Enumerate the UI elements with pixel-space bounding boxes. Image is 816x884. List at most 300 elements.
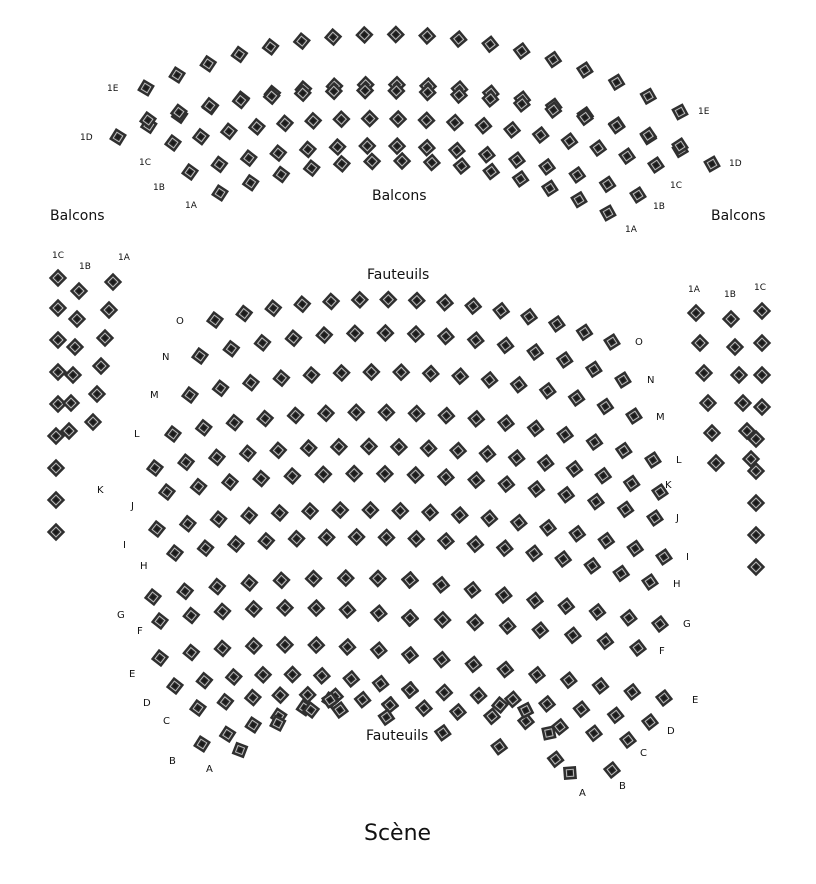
row-l-seat-icon[interactable] (286, 406, 304, 424)
balcony-1e-seat-icon[interactable] (230, 45, 248, 63)
side-left-c-seat-icon[interactable] (47, 459, 65, 477)
row-d-left-seat-icon[interactable] (254, 666, 272, 684)
row-h-seat-icon[interactable] (437, 532, 455, 550)
row-i-seat-icon[interactable] (626, 539, 644, 557)
row-n-seat-icon[interactable] (191, 347, 209, 365)
side-left-c-seat-icon[interactable] (49, 363, 67, 381)
row-f-right-seat-icon[interactable] (466, 613, 484, 631)
balcony-1b-seat-icon[interactable] (304, 112, 322, 130)
row-f-right-seat-icon[interactable] (433, 611, 451, 629)
row-c-right-seat-icon[interactable] (415, 699, 433, 717)
side-left-a-seat-icon[interactable] (96, 329, 114, 347)
row-g-right-seat-icon[interactable] (526, 591, 544, 609)
row-m-seat-icon[interactable] (302, 366, 320, 384)
row-a-left-seat-icon[interactable] (232, 742, 249, 759)
row-m-seat-icon[interactable] (181, 386, 199, 404)
row-j-seat-icon[interactable] (617, 500, 635, 518)
balcony-1c-seat-icon[interactable] (639, 126, 657, 144)
row-c-right-seat-icon[interactable] (585, 724, 603, 742)
balcony-1e-seat-icon[interactable] (450, 30, 468, 48)
row-o-seat-icon[interactable] (293, 295, 311, 313)
balcony-1c-seat-icon[interactable] (170, 103, 188, 121)
row-n-seat-icon[interactable] (284, 329, 302, 347)
balcony-1d-seat-icon[interactable] (703, 155, 721, 173)
balcony-front-seat-icon[interactable] (541, 179, 559, 197)
balcony-1a-seat-icon[interactable] (181, 163, 199, 181)
row-k-seat-icon[interactable] (146, 459, 164, 477)
row-i-seat-icon[interactable] (539, 519, 557, 537)
row-j-seat-icon[interactable] (283, 467, 301, 485)
side-right-c-seat-icon[interactable] (753, 398, 771, 416)
row-f-right-seat-icon[interactable] (629, 639, 647, 657)
row-j-seat-icon[interactable] (314, 465, 332, 483)
row-k-seat-icon[interactable] (177, 453, 195, 471)
row-g-left-seat-icon[interactable] (304, 569, 322, 587)
balcony-1b-seat-icon[interactable] (389, 110, 407, 128)
row-l-seat-icon[interactable] (225, 413, 243, 431)
balcony-front-seat-icon[interactable] (570, 191, 588, 209)
row-n-seat-icon[interactable] (315, 326, 333, 344)
row-a-right-seat-icon[interactable] (517, 702, 534, 719)
balcony-front-seat-icon[interactable] (482, 162, 500, 180)
balcony-front-seat-icon[interactable] (272, 165, 290, 183)
row-j-seat-icon[interactable] (221, 473, 239, 491)
row-f-right-seat-icon[interactable] (401, 609, 419, 627)
balcony-1a-seat-icon[interactable] (388, 137, 406, 155)
balcony-1e-seat-icon[interactable] (639, 87, 657, 105)
row-f-left-seat-icon[interactable] (245, 600, 263, 618)
row-m-seat-icon[interactable] (625, 407, 643, 425)
row-l-seat-icon[interactable] (644, 451, 662, 469)
row-h-seat-icon[interactable] (347, 528, 365, 546)
row-i-seat-icon[interactable] (361, 501, 379, 519)
row-l-seat-icon[interactable] (437, 406, 455, 424)
row-k-seat-icon[interactable] (390, 438, 408, 456)
row-e-left-seat-icon[interactable] (182, 643, 200, 661)
row-b-a-left-seat-icon[interactable] (219, 725, 237, 743)
row-l-seat-icon[interactable] (377, 403, 395, 421)
row-d-left-seat-icon[interactable] (166, 677, 184, 695)
side-right-a-seat-icon[interactable] (687, 304, 705, 322)
row-b-a-right-seat-icon[interactable] (603, 761, 621, 779)
row-e-left-seat-icon[interactable] (307, 636, 325, 654)
side-right-c-seat-icon[interactable] (747, 526, 765, 544)
row-c-right-seat-icon[interactable] (449, 703, 467, 721)
balcony-1b-seat-icon[interactable] (417, 111, 435, 129)
row-e-left-seat-icon[interactable] (213, 639, 231, 657)
row-g-right-seat-icon[interactable] (432, 576, 450, 594)
row-k-seat-icon[interactable] (239, 444, 257, 462)
row-a-right-seat-icon[interactable] (563, 766, 577, 780)
row-k-seat-icon[interactable] (330, 438, 348, 456)
balcony-1a-seat-icon[interactable] (538, 158, 556, 176)
side-right-b-seat-icon[interactable] (734, 394, 752, 412)
row-h-seat-icon[interactable] (318, 528, 336, 546)
balcony-1a-seat-icon[interactable] (448, 141, 466, 159)
row-k-seat-icon[interactable] (623, 474, 641, 492)
side-left-a-seat-icon[interactable] (104, 273, 122, 291)
row-m-seat-icon[interactable] (480, 371, 498, 389)
row-o-seat-icon[interactable] (264, 299, 282, 317)
row-o-seat-icon[interactable] (492, 302, 510, 320)
side-left-b-seat-icon[interactable] (64, 366, 82, 384)
row-k-seat-icon[interactable] (565, 460, 583, 478)
row-i-seat-icon[interactable] (421, 503, 439, 521)
side-left-a-seat-icon[interactable] (100, 301, 118, 319)
row-a-right-seat-icon[interactable] (541, 725, 556, 740)
side-right-a-seat-icon[interactable] (691, 334, 709, 352)
row-i-seat-icon[interactable] (568, 525, 586, 543)
row-f-right-seat-icon[interactable] (499, 617, 517, 635)
balcony-1b-seat-icon[interactable] (618, 147, 636, 165)
row-i-seat-icon[interactable] (655, 548, 673, 566)
row-i-seat-icon[interactable] (597, 532, 615, 550)
balcony-front-seat-icon[interactable] (599, 204, 617, 222)
row-d-right-seat-icon[interactable] (401, 681, 419, 699)
side-right-c-seat-icon[interactable] (747, 494, 765, 512)
side-right-a-seat-icon[interactable] (703, 424, 721, 442)
side-left-c-seat-icon[interactable] (47, 523, 65, 541)
side-left-c-seat-icon[interactable] (47, 491, 65, 509)
side-left-a-seat-icon[interactable] (84, 413, 102, 431)
row-l-seat-icon[interactable] (195, 419, 213, 437)
row-h-seat-icon[interactable] (166, 544, 184, 562)
row-i-seat-icon[interactable] (271, 504, 289, 522)
row-m-seat-icon[interactable] (568, 389, 586, 407)
side-left-b-seat-icon[interactable] (62, 394, 80, 412)
row-n-seat-icon[interactable] (556, 351, 574, 369)
row-b-a-left-seat-icon[interactable] (193, 735, 211, 753)
side-right-c-seat-icon[interactable] (753, 334, 771, 352)
row-b-a-right-seat-icon[interactable] (546, 750, 564, 768)
row-f-right-seat-icon[interactable] (531, 621, 549, 639)
row-g-left-seat-icon[interactable] (272, 571, 290, 589)
row-n-seat-icon[interactable] (496, 336, 514, 354)
row-o-seat-icon[interactable] (603, 333, 621, 351)
side-right-b-seat-icon[interactable] (730, 366, 748, 384)
balcony-1b-seat-icon[interactable] (332, 110, 350, 128)
row-n-seat-icon[interactable] (376, 324, 394, 342)
row-e-right-seat-icon[interactable] (401, 646, 419, 664)
balcony-1a-seat-icon[interactable] (328, 138, 346, 156)
balcony-1b-seat-icon[interactable] (589, 139, 607, 157)
balcony-1e-seat-icon[interactable] (544, 51, 562, 69)
row-d-left-seat-icon[interactable] (283, 665, 301, 683)
row-k-seat-icon[interactable] (508, 449, 526, 467)
row-i-seat-icon[interactable] (331, 501, 349, 519)
balcony-front-seat-icon[interactable] (393, 152, 411, 170)
side-right-c-seat-icon[interactable] (753, 366, 771, 384)
balcony-1b-seat-icon[interactable] (503, 121, 521, 139)
row-i-seat-icon[interactable] (391, 502, 409, 520)
row-j-seat-icon[interactable] (467, 471, 485, 489)
balcony-1e-seat-icon[interactable] (671, 103, 689, 121)
row-n-seat-icon[interactable] (585, 360, 603, 378)
row-i-seat-icon[interactable] (209, 510, 227, 528)
row-c-left-seat-icon[interactable] (353, 691, 371, 709)
row-j-seat-icon[interactable] (189, 477, 207, 495)
row-e-right-seat-icon[interactable] (591, 677, 609, 695)
row-h-seat-icon[interactable] (287, 530, 305, 548)
row-k-seat-icon[interactable] (478, 445, 496, 463)
balcony-1a-seat-icon[interactable] (568, 166, 586, 184)
row-m-seat-icon[interactable] (242, 374, 260, 392)
balcony-1e-seat-icon[interactable] (324, 28, 342, 46)
row-g-right-seat-icon[interactable] (620, 609, 638, 627)
row-g-left-seat-icon[interactable] (337, 569, 355, 587)
row-c-right-seat-icon[interactable] (619, 731, 637, 749)
row-h-seat-icon[interactable] (554, 550, 572, 568)
row-k-seat-icon[interactable] (419, 439, 437, 457)
row-d-left-seat-icon[interactable] (342, 670, 360, 688)
row-m-seat-icon[interactable] (392, 363, 410, 381)
row-g-right-seat-icon[interactable] (401, 571, 419, 589)
row-e-left-seat-icon[interactable] (338, 638, 356, 656)
balcony-1b-seat-icon[interactable] (164, 134, 182, 152)
row-g-right-seat-icon[interactable] (495, 586, 513, 604)
balcony-1a-seat-icon[interactable] (240, 149, 258, 167)
row-j-seat-icon[interactable] (527, 480, 545, 498)
row-j-seat-icon[interactable] (406, 466, 424, 484)
balcony-1b-seat-icon[interactable] (192, 128, 210, 146)
row-n-seat-icon[interactable] (253, 334, 271, 352)
row-j-seat-icon[interactable] (437, 468, 455, 486)
row-i-seat-icon[interactable] (480, 509, 498, 527)
row-b-a-left-seat-icon[interactable] (244, 716, 262, 734)
balcony-1e-seat-icon[interactable] (261, 38, 279, 56)
row-c-left-seat-icon[interactable] (216, 693, 234, 711)
balcony-1a-seat-icon[interactable] (508, 151, 526, 169)
balcony-1b-seat-icon[interactable] (446, 113, 464, 131)
row-c-left-seat-icon[interactable] (244, 688, 262, 706)
row-h-seat-icon[interactable] (612, 564, 630, 582)
balcony-1a-seat-icon[interactable] (210, 155, 228, 173)
side-left-b-seat-icon[interactable] (66, 338, 84, 356)
balcony-1c-seat-icon[interactable] (232, 91, 250, 109)
balcony-1b-seat-icon[interactable] (647, 156, 665, 174)
balcony-front-seat-icon[interactable] (423, 153, 441, 171)
row-i-seat-icon[interactable] (148, 520, 166, 538)
row-n-seat-icon[interactable] (526, 343, 544, 361)
row-i-seat-icon[interactable] (301, 502, 319, 520)
row-o-seat-icon[interactable] (408, 291, 426, 309)
row-o-seat-icon[interactable] (206, 311, 224, 329)
balcony-front-seat-icon[interactable] (211, 184, 229, 202)
balcony-front-seat-icon[interactable] (452, 157, 470, 175)
row-m-seat-icon[interactable] (451, 367, 469, 385)
row-e-right-seat-icon[interactable] (623, 683, 641, 701)
balcony-1a-seat-icon[interactable] (358, 137, 376, 155)
row-k-seat-icon[interactable] (537, 454, 555, 472)
row-n-seat-icon[interactable] (437, 327, 455, 345)
row-g-right-seat-icon[interactable] (588, 603, 606, 621)
row-f-left-seat-icon[interactable] (370, 604, 388, 622)
balcony-front-seat-icon[interactable] (363, 152, 381, 170)
row-o-seat-icon[interactable] (575, 323, 593, 341)
side-right-a-seat-icon[interactable] (707, 454, 725, 472)
row-m-seat-icon[interactable] (539, 382, 557, 400)
side-left-b-seat-icon[interactable] (68, 310, 86, 328)
row-h-seat-icon[interactable] (377, 528, 395, 546)
row-d-left-seat-icon[interactable] (371, 674, 389, 692)
row-k-seat-icon[interactable] (208, 448, 226, 466)
row-h-seat-icon[interactable] (257, 532, 275, 550)
row-j-seat-icon[interactable] (646, 509, 664, 527)
balcony-front-seat-icon[interactable] (333, 155, 351, 173)
balcony-1d-seat-icon[interactable] (109, 128, 127, 146)
row-g-left-seat-icon[interactable] (208, 577, 226, 595)
side-right-b-seat-icon[interactable] (726, 338, 744, 356)
side-left-b-seat-icon[interactable] (70, 282, 88, 300)
row-j-seat-icon[interactable] (376, 465, 394, 483)
row-h-seat-icon[interactable] (407, 530, 425, 548)
row-m-seat-icon[interactable] (332, 364, 350, 382)
row-o-seat-icon[interactable] (436, 294, 454, 312)
balcony-1c-seat-icon[interactable] (608, 117, 626, 135)
side-right-a-seat-icon[interactable] (695, 364, 713, 382)
row-m-seat-icon[interactable] (510, 376, 528, 394)
row-f-right-seat-icon[interactable] (596, 632, 614, 650)
row-l-seat-icon[interactable] (615, 441, 633, 459)
row-e-right-seat-icon[interactable] (464, 655, 482, 673)
row-j-seat-icon[interactable] (587, 493, 605, 511)
row-l-seat-icon[interactable] (317, 404, 335, 422)
row-e-right-seat-icon[interactable] (655, 689, 673, 707)
side-left-c-seat-icon[interactable] (49, 299, 67, 317)
balcony-1a-seat-icon[interactable] (599, 175, 617, 193)
row-o-seat-icon[interactable] (520, 308, 538, 326)
row-d-right-seat-icon[interactable] (641, 713, 659, 731)
balcony-1e-seat-icon[interactable] (387, 25, 405, 43)
side-right-c-seat-icon[interactable] (747, 558, 765, 576)
row-m-seat-icon[interactable] (211, 379, 229, 397)
row-e-left-seat-icon[interactable] (370, 641, 388, 659)
row-o-seat-icon[interactable] (548, 315, 566, 333)
row-l-seat-icon[interactable] (526, 419, 544, 437)
row-l-seat-icon[interactable] (497, 414, 515, 432)
balcony-1b-seat-icon[interactable] (532, 126, 550, 144)
row-n-seat-icon[interactable] (614, 371, 632, 389)
row-m-seat-icon[interactable] (422, 364, 440, 382)
balcony-front-seat-icon[interactable] (242, 174, 260, 192)
balcony-front-seat-icon[interactable] (303, 159, 321, 177)
balcony-1a-seat-icon[interactable] (478, 146, 496, 164)
balcony-1b-seat-icon[interactable] (220, 122, 238, 140)
row-g-right-seat-icon[interactable] (463, 581, 481, 599)
balcony-1b-seat-icon[interactable] (276, 114, 294, 132)
row-l-seat-icon[interactable] (467, 410, 485, 428)
row-g-left-seat-icon[interactable] (369, 569, 387, 587)
balcony-1e-seat-icon[interactable] (168, 66, 186, 84)
row-d-left-seat-icon[interactable] (313, 667, 331, 685)
row-c-left-seat-icon[interactable] (189, 699, 207, 717)
row-m-seat-icon[interactable] (596, 397, 614, 415)
row-m-seat-icon[interactable] (362, 363, 380, 381)
row-b-a-right-seat-icon[interactable] (434, 724, 452, 742)
row-h-seat-icon[interactable] (196, 539, 214, 557)
row-n-seat-icon[interactable] (222, 340, 240, 358)
row-j-seat-icon[interactable] (158, 483, 176, 501)
row-k-seat-icon[interactable] (594, 467, 612, 485)
row-l-seat-icon[interactable] (347, 403, 365, 421)
side-right-b-seat-icon[interactable] (722, 310, 740, 328)
row-h-seat-icon[interactable] (525, 544, 543, 562)
balcony-1e-seat-icon[interactable] (418, 27, 436, 45)
row-j-seat-icon[interactable] (252, 469, 270, 487)
row-c-left-seat-icon[interactable] (271, 686, 289, 704)
row-d-right-seat-icon[interactable] (469, 686, 487, 704)
side-right-c-seat-icon[interactable] (753, 302, 771, 320)
row-o-seat-icon[interactable] (322, 292, 340, 310)
row-f-left-seat-icon[interactable] (307, 599, 325, 617)
balcony-front-seat-icon[interactable] (512, 170, 530, 188)
balcony-1a-seat-icon[interactable] (629, 186, 647, 204)
row-f-left-seat-icon[interactable] (338, 601, 356, 619)
row-k-seat-icon[interactable] (300, 439, 318, 457)
balcony-1a-seat-icon[interactable] (269, 144, 287, 162)
row-g-right-seat-icon[interactable] (557, 597, 575, 615)
row-o-seat-icon[interactable] (351, 291, 369, 309)
row-h-seat-icon[interactable] (466, 535, 484, 553)
balcony-1e-seat-icon[interactable] (513, 42, 531, 60)
side-left-c-seat-icon[interactable] (49, 331, 67, 349)
row-l-seat-icon[interactable] (164, 425, 182, 443)
row-k-seat-icon[interactable] (449, 441, 467, 459)
balcony-1b-seat-icon[interactable] (361, 109, 379, 127)
balcony-1e-seat-icon[interactable] (355, 26, 373, 44)
row-g-left-seat-icon[interactable] (144, 588, 162, 606)
row-i-seat-icon[interactable] (451, 506, 469, 524)
row-f-right-seat-icon[interactable] (564, 626, 582, 644)
side-left-c-seat-icon[interactable] (49, 269, 67, 287)
balcony-1e-seat-icon[interactable] (293, 32, 311, 50)
row-d-right-seat-icon[interactable] (538, 695, 556, 713)
row-f-left-seat-icon[interactable] (151, 612, 169, 630)
row-e-left-seat-icon[interactable] (151, 649, 169, 667)
balcony-1e-seat-icon[interactable] (608, 73, 626, 91)
row-k-seat-icon[interactable] (269, 441, 287, 459)
row-g-left-seat-icon[interactable] (176, 582, 194, 600)
row-j-seat-icon[interactable] (557, 486, 575, 504)
balcony-1a-seat-icon[interactable] (418, 139, 436, 157)
balcony-1e-seat-icon[interactable] (137, 79, 155, 97)
balcony-1c-seat-icon[interactable] (576, 108, 594, 126)
balcony-1b-seat-icon[interactable] (560, 132, 578, 150)
row-h-seat-icon[interactable] (641, 573, 659, 591)
row-n-seat-icon[interactable] (467, 331, 485, 349)
row-j-seat-icon[interactable] (345, 464, 363, 482)
row-d-right-seat-icon[interactable] (607, 706, 625, 724)
balcony-1e-seat-icon[interactable] (576, 61, 594, 79)
row-b-a-right-seat-icon[interactable] (490, 738, 508, 756)
row-e-left-seat-icon[interactable] (245, 637, 263, 655)
row-d-right-seat-icon[interactable] (572, 700, 590, 718)
row-n-seat-icon[interactable] (407, 325, 425, 343)
side-left-a-seat-icon[interactable] (92, 357, 110, 375)
balcony-1b-seat-icon[interactable] (474, 117, 492, 135)
row-e-right-seat-icon[interactable] (496, 660, 514, 678)
row-i-seat-icon[interactable] (510, 513, 528, 531)
row-o-seat-icon[interactable] (235, 304, 253, 322)
row-g-right-seat-icon[interactable] (651, 615, 669, 633)
row-g-left-seat-icon[interactable] (240, 574, 258, 592)
row-e-right-seat-icon[interactable] (433, 650, 451, 668)
row-i-seat-icon[interactable] (240, 506, 258, 524)
side-left-a-seat-icon[interactable] (88, 385, 106, 403)
row-o-seat-icon[interactable] (464, 297, 482, 315)
balcony-1c-seat-icon[interactable] (263, 87, 281, 105)
row-f-left-seat-icon[interactable] (213, 602, 231, 620)
